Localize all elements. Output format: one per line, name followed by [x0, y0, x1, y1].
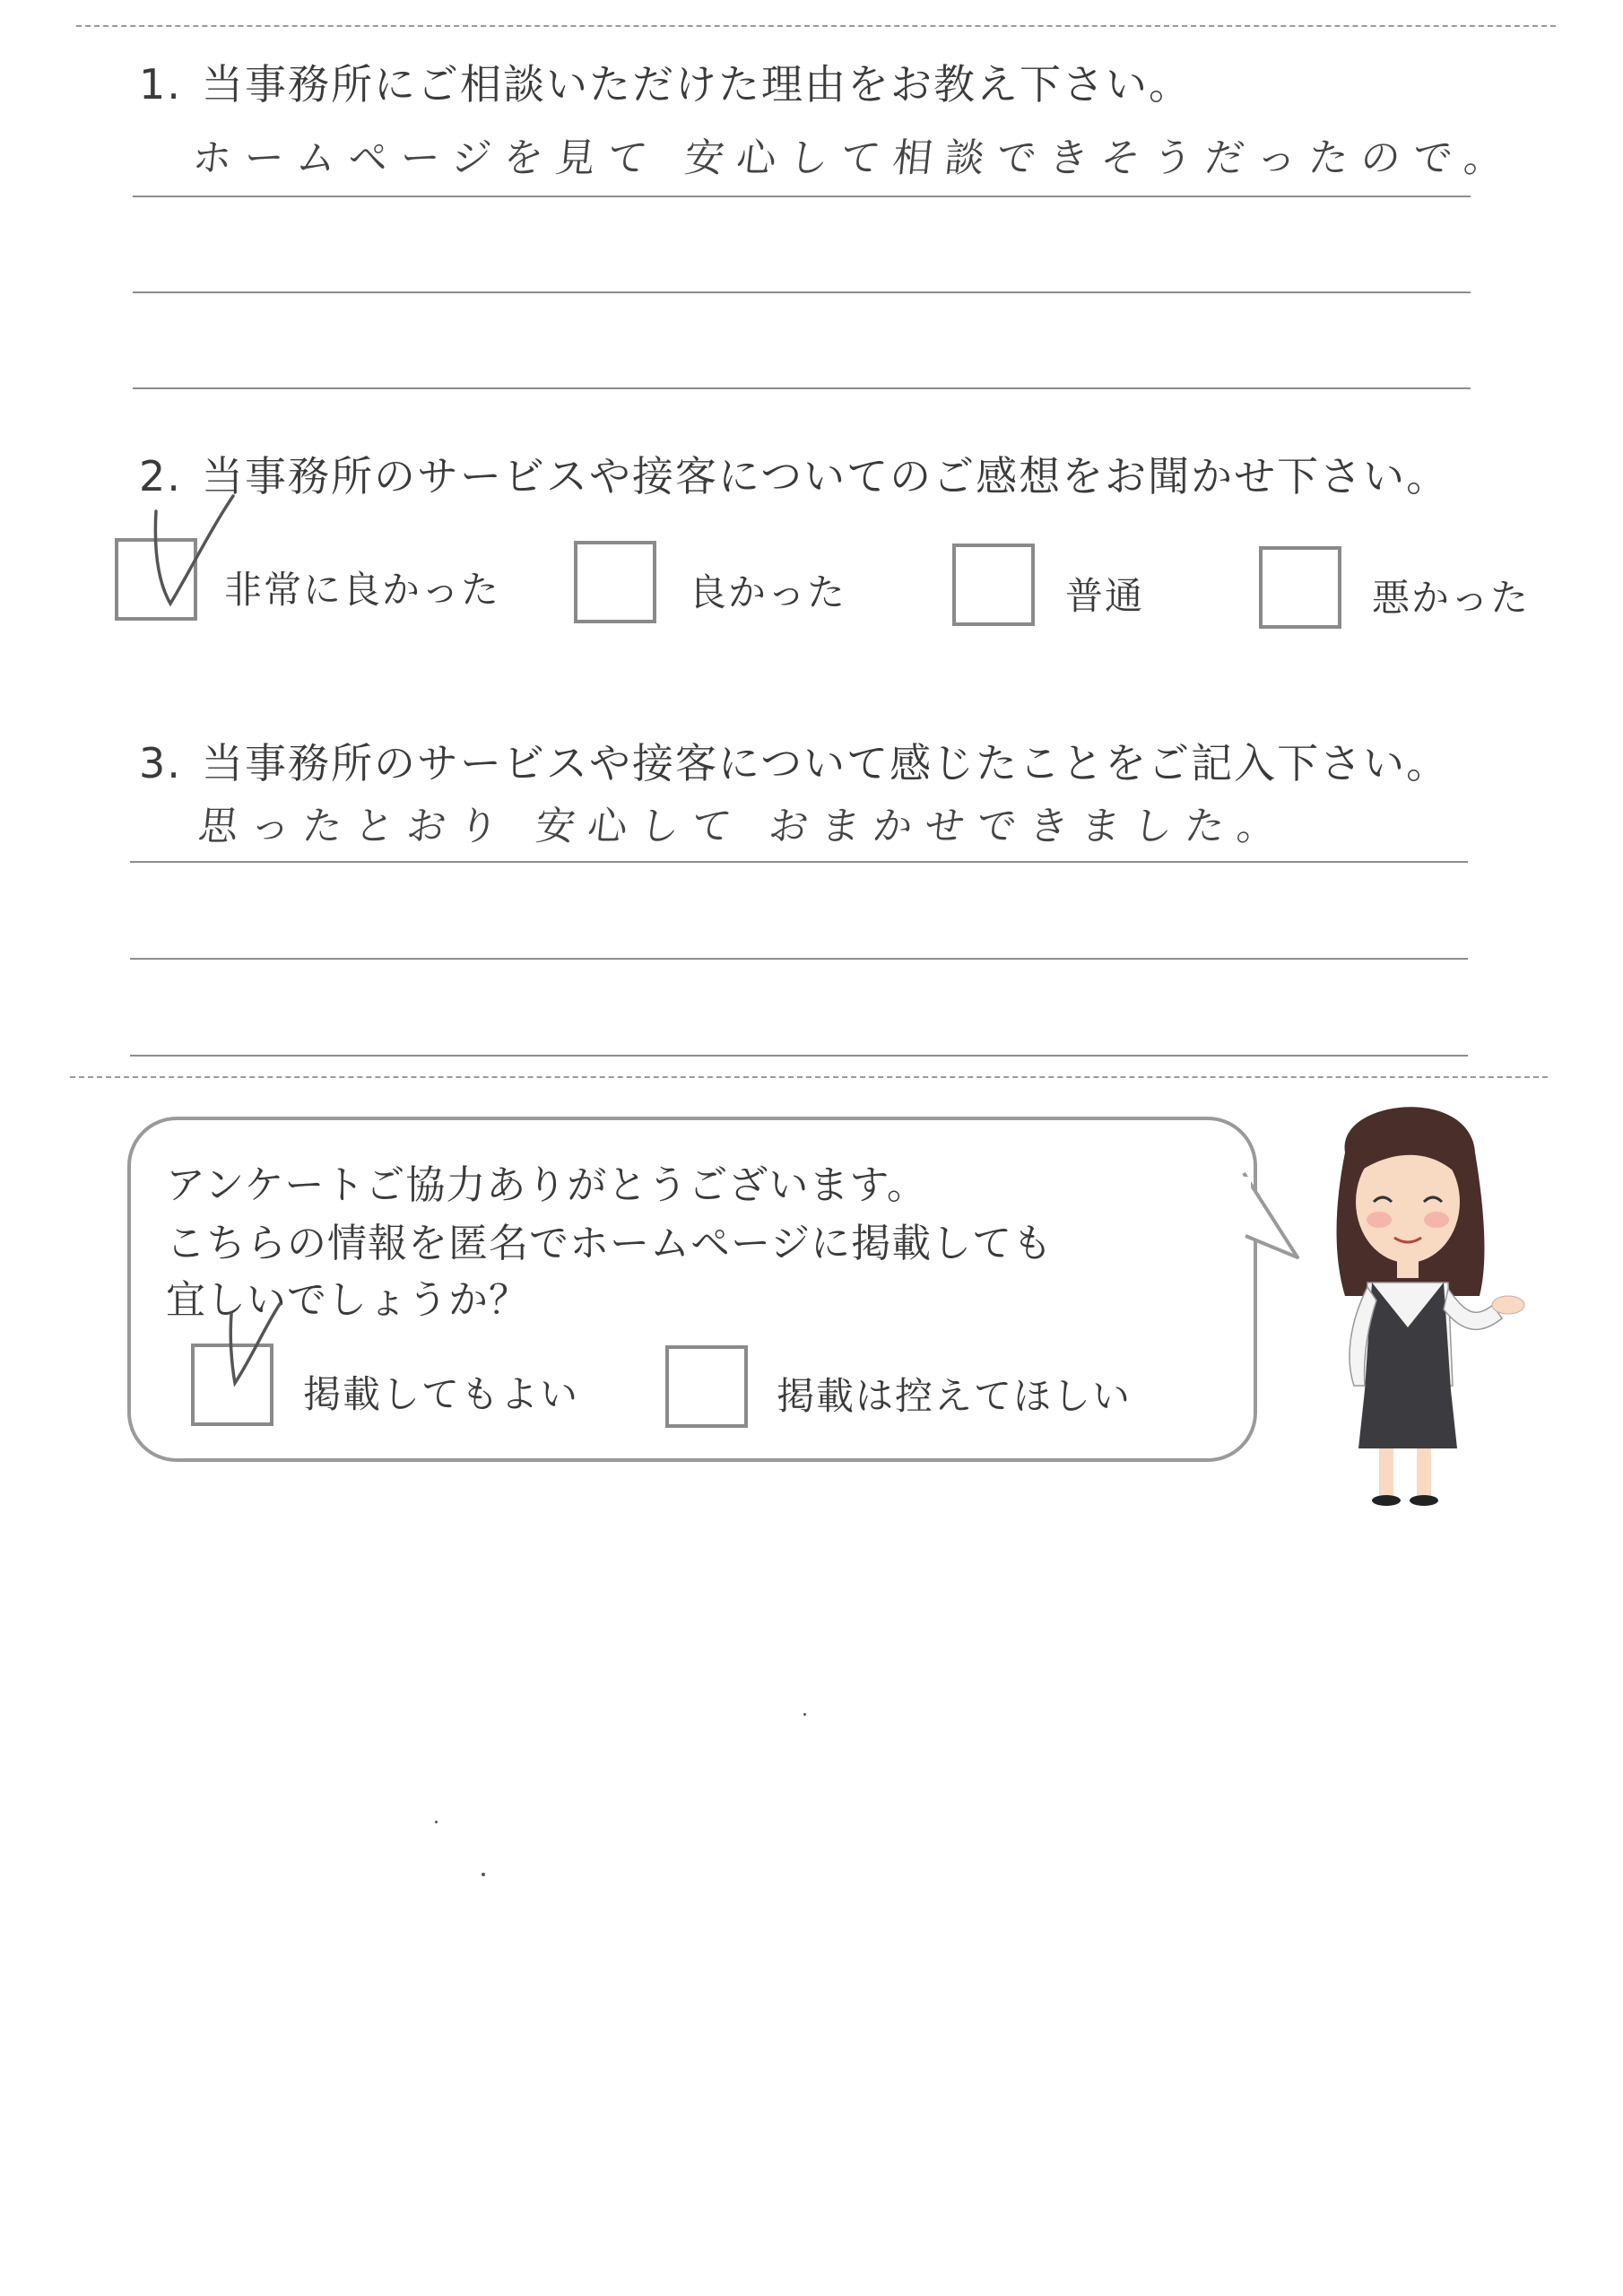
answer-line — [133, 387, 1471, 389]
top-dashed-separator — [76, 25, 1556, 27]
scan-speck — [435, 1821, 438, 1823]
question-1 — [139, 52, 1192, 111]
thanks-line-3: 宜しいでしょうか？ — [166, 1277, 529, 1323]
checkmark-icon — [224, 1300, 287, 1390]
rating-label-average: 普通 — [1065, 574, 1145, 618]
middle-dashed-separator — [70, 1076, 1548, 1078]
question-1-number: 1. — [139, 60, 182, 109]
question-3-number: 3. — [139, 739, 182, 787]
rating-label-bad: 悪かった — [1372, 576, 1531, 620]
rating-label-good: 良かった — [689, 570, 847, 614]
question-2 — [139, 444, 1449, 503]
answer-line — [130, 958, 1468, 960]
question-3 — [139, 731, 1449, 790]
answer-line — [130, 1055, 1468, 1057]
rating-checkbox-bad[interactable] — [1259, 546, 1341, 629]
question-2-text: 当事務所のサービスや接客についてのご感想をお聞かせ下さい。 — [202, 452, 1450, 500]
question-2-number: 2. — [139, 452, 182, 500]
publish-ok-label: 掲載してもよい — [303, 1372, 580, 1416]
question-1-answer: ホームページを見て 安心して相談できそうだったので。 — [189, 135, 1519, 181]
question-3-answer: 思ったとおり 安心して おまかせできました。 — [195, 804, 1292, 849]
scan-speck — [803, 1713, 806, 1716]
rating-checkbox-good[interactable] — [574, 541, 656, 623]
rating-checkbox-average[interactable] — [952, 544, 1035, 626]
thanks-line-2: こちらの情報を匿名でホームページに掲載しても — [166, 1221, 1054, 1266]
answer-line — [133, 196, 1471, 197]
rating-label-very-good: 非常に良かった — [224, 568, 501, 612]
staff-illustration — [1282, 1090, 1542, 1511]
answer-line — [130, 861, 1468, 863]
scan-speck — [482, 1873, 485, 1876]
publish-decline-checkbox[interactable] — [665, 1345, 748, 1428]
thanks-line-1: アンケートご協力ありがとうございます。 — [166, 1162, 927, 1208]
question-1-text: 当事務所にご相談いただけた理由をお教え下さい。 — [202, 60, 1192, 109]
question-3-text: 当事務所のサービスや接客について感じたことをご記入下さい。 — [202, 739, 1450, 787]
publish-decline-label: 掲載は控えてほしい — [777, 1374, 1133, 1418]
answer-line — [133, 291, 1471, 293]
